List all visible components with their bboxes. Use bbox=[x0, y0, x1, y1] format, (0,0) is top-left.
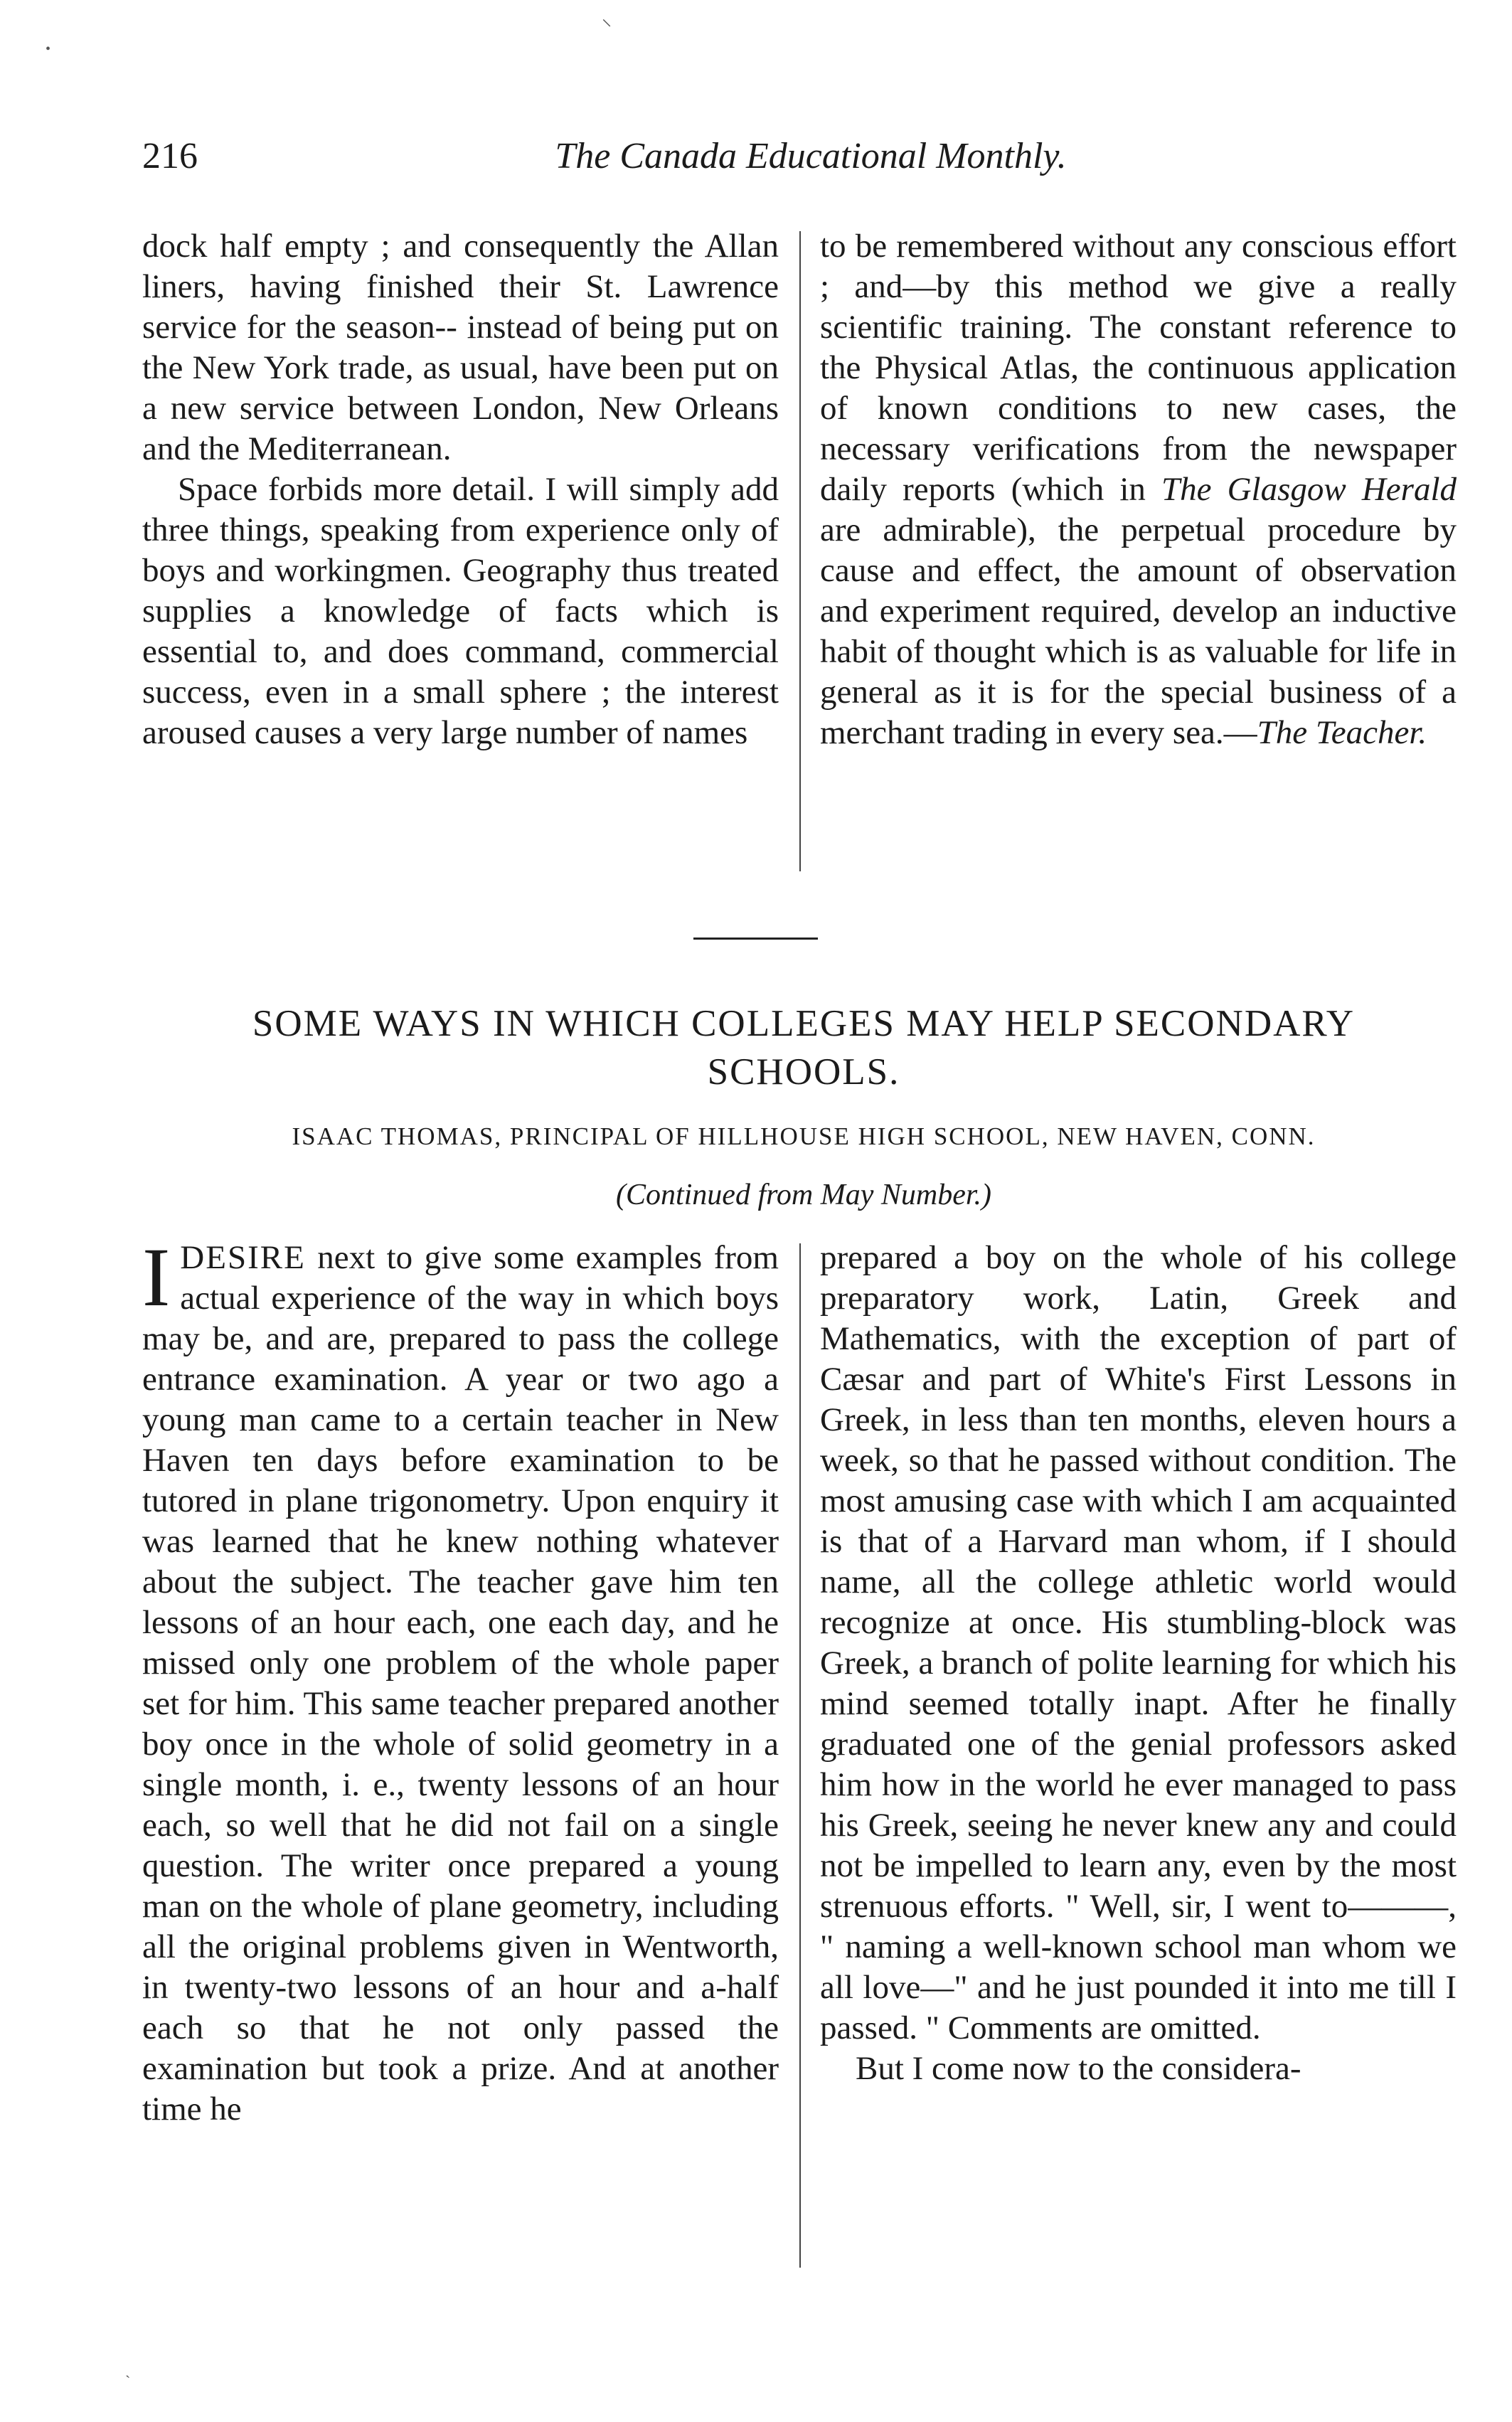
paragraph: dock half empty ; and consequently the Allan liners, having finished their St. Lawrence service for the season-- instead of being put on the New York trade, as usual, have been put on a new service between London, New Orleans and the Mediterranean. bbox=[142, 228, 779, 467]
stray-dot: • bbox=[46, 41, 51, 57]
stray-mark: ˎ bbox=[125, 2360, 131, 2378]
top-left-column bbox=[142, 226, 779, 753]
article-title bbox=[142, 999, 1465, 1096]
bottom-right-column bbox=[820, 1238, 1457, 2089]
top-right-column bbox=[820, 226, 1457, 753]
source-citation: The Teacher. bbox=[1257, 714, 1427, 751]
drop-cap: I bbox=[142, 1231, 171, 1324]
column-divider bbox=[799, 1243, 801, 2268]
column-divider bbox=[799, 231, 801, 871]
paragraph bbox=[820, 226, 1457, 753]
paragraph: Space forbids more detail. I will simply add three things, speaking from experience only of boys and workingmen. Geography thus treated supplies a knowledge of facts which is essential to, and does command, commercial success, even in a small sphere ; the interest aroused causes a very large number of names bbox=[142, 471, 779, 751]
running-title: The Canada Educational Monthly. bbox=[555, 136, 1067, 176]
continued-note: (Continued from May Number.) bbox=[615, 1179, 992, 1211]
article-title-line: SCHOOLS. bbox=[707, 1051, 900, 1093]
text-run: to be remembered without any conscious effort ; and—by this method we give a really scientific training. The constant reference to the Physical Atlas, the continuous application of known conditions to new cases, the necessary verifications from the newspaper daily reports (which in bbox=[820, 228, 1457, 508]
article-byline: ISAAC THOMAS, PRINCIPAL OF HILLHOUSE HIGH SCHOOL, NEW HAVEN, CONN. bbox=[292, 1122, 1316, 1150]
text-run: next to give some examples from actual experience of the way in which boys may be, and are, prepared to pass the college entrance examination. A year or two ago a young man came to a certain teacher in New Haven ten days before examination to be tutored in plane trigonometry. Upon enquiry it was learned that he knew nothing whatever about the subject. The teacher gave him ten lessons of an hour each, one each day, and he missed only one problem of the whole paper set for him. This same teacher prepared another boy once in the whole of solid geometry in a single month, i. e., twenty lessons of an hour each, so well that he did not fail on a single question. The writer once prepared a young man on the whole of plane geometry, including all the original problems given in Wentworth, in twenty-two lessons of an hour and a-half each so that he not only passed the examination but took a prize. And at another time he bbox=[142, 1239, 779, 2128]
paragraph: But I come now to the considera- bbox=[856, 2050, 1301, 2087]
lead-word: DESIRE bbox=[180, 1239, 306, 1276]
newspaper-title: The Glasgow Herald bbox=[1161, 471, 1457, 508]
stray-mark: ⸌ bbox=[602, 16, 612, 38]
paragraph bbox=[142, 1231, 779, 2130]
bottom-left-column bbox=[142, 1231, 779, 2130]
paragraph: prepared a boy on the whole of his college preparatory work, Latin, Greek and Mathematics, with the exception of part of Cæsar and part of White's First Lessons in Greek, in less than ten months, eleven hours a week, so that he passed without condition. The most amusing case with which I am acquainted is that of a Harvard man whom, if I should name, all the college athletic world would recognize at once. His stumbling-block was Greek, a branch of polite learning for which his mind seemed totally inapt. After he finally graduated one of the genial professors asked him how in the world he ever managed to pass his Greek, seeing he never knew any and could not be impelled to learn any, even by the most strenuous efforts. " Well, sir, I went to———, " naming a well-known school man whom we all love—" and he just pounded it into me till I passed. " Comments are omitted. bbox=[820, 1239, 1457, 2046]
text-run: are admirable), the perpetual procedure by cause and effect, the amount of observation and experiment required, develop an inductive habit of thought which is as valuable for life in general as it is for the special business of a merchant trading in every sea.— bbox=[820, 511, 1457, 751]
page-header bbox=[142, 135, 1465, 185]
page-number: 216 bbox=[142, 136, 198, 176]
article-title-line: SOME WAYS IN WHICH COLLEGES MAY HELP SECONDARY bbox=[252, 1003, 1356, 1044]
section-separator bbox=[693, 938, 818, 940]
